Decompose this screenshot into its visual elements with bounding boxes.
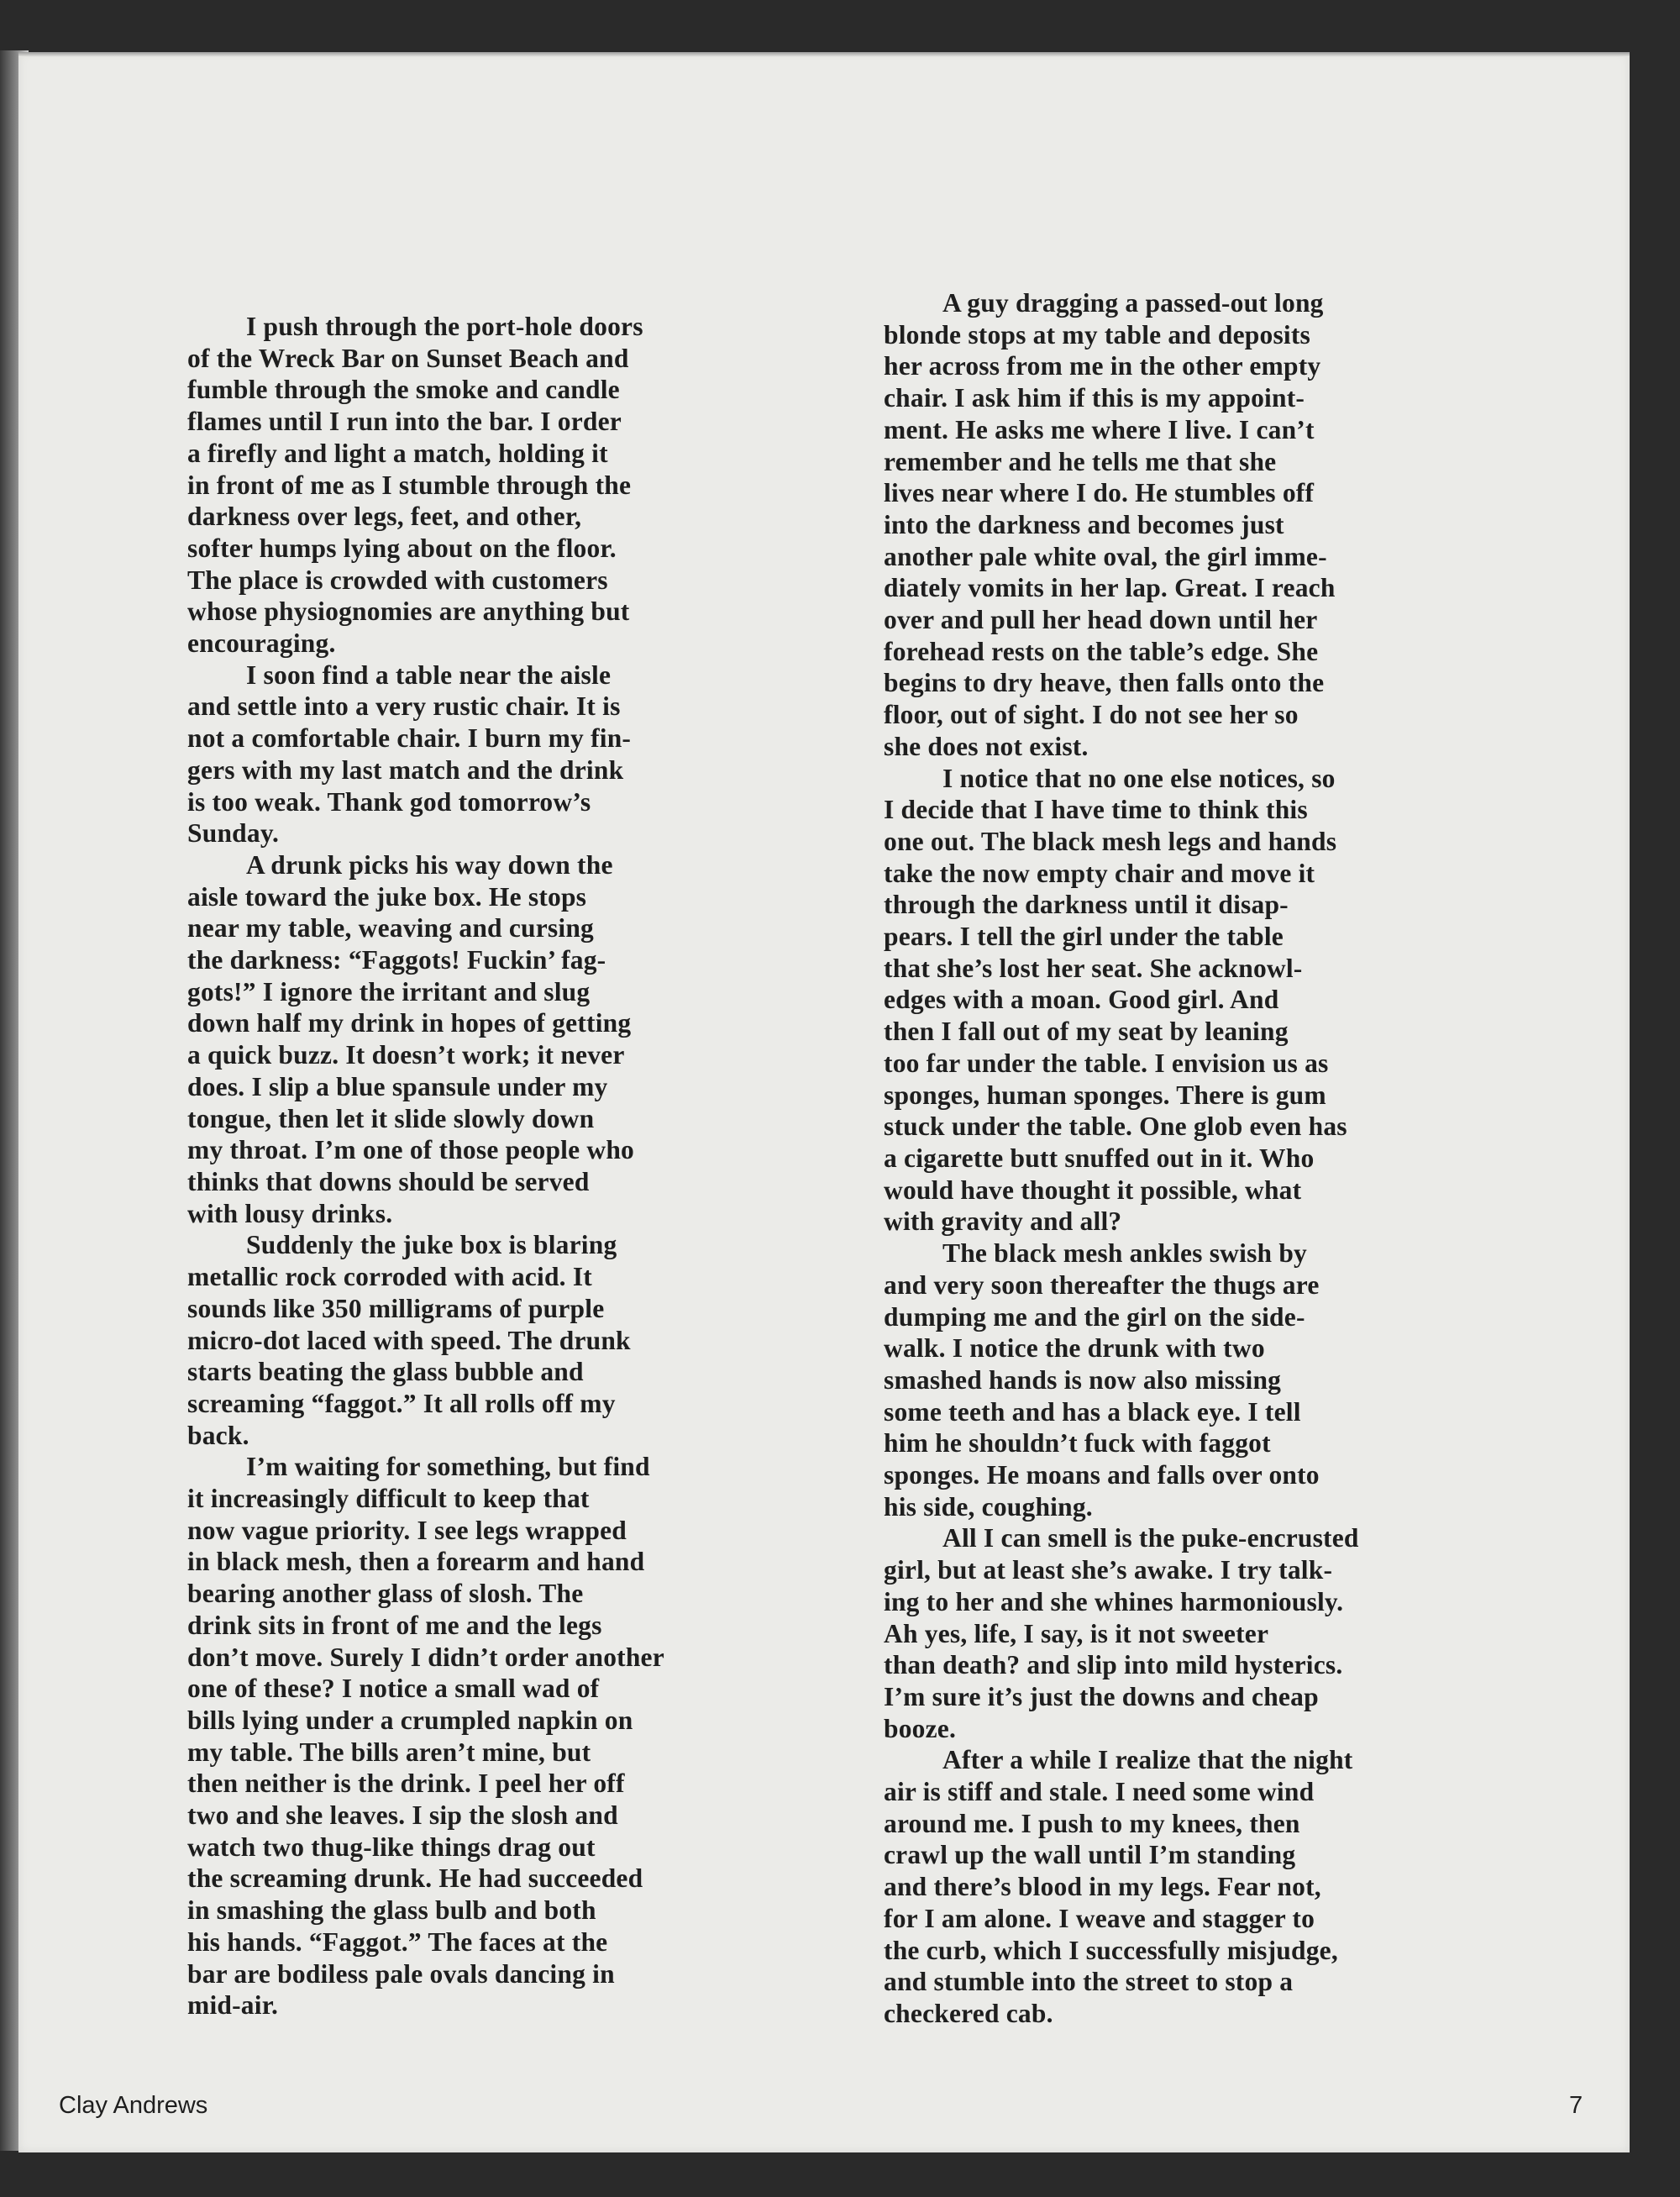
- paragraph: A guy dragging a passed-out long blonde stops at my table and deposits her across from me in the other empty chair. I ask him if this is my appoint- ment. He asks me where I live. I can’t remember and he tells me that she lives near where I do. He stumbles off into the darkness and becomes just another pale white oval, the girl imme- diately vomits in her lap. Great. I reach over and pull her head down until her forehead rests on the table’s edge. She begins to dry heave, then falls onto the floor, out of sight. I do not see her so she does not exist.: [884, 288, 1336, 761]
- paragraph: I soon find a table near the aisle and settle into a very rustic chair. It is not a comfortable chair. I burn my fin- gers with my last match and the drink is too weak. Thank god tomorrow’s Sunday.: [187, 660, 632, 849]
- paragraph: A drunk picks his way down the aisle toward the juke box. He stops near my table, weaving and cursing the darkness: “Faggots! Fuckin’ fag- gots!” I ignore the irritant and slug down half my drink in hopes of getting a quick buzz. It doesn’t work; it never does. I slip a blue spansule under my tongue, then let it slide slowly down my throat. I’m one of those people who thinks that downs should be served with lousy drinks.: [187, 849, 634, 1228]
- paragraph: I push through the port-hole doors of the Wreck Bar on Sunset Beach and fumble through the smoke and candle flames until I run into the bar. I order a firefly and light a match, holding it in front of me as I stumble through the darkness over legs, feet, and other, softer humps lying about on the floor. The place is crowded with customers whose physiognomies are anything but encouraging.: [187, 312, 643, 659]
- paragraph: All I can smell is the puke-encrusted girl, but at least she’s awake. I try talk- ing to her and she whines harmoniously. Ah yes, life, I say, is it not sweeter than death? and slip into mild hysterics. I’m sure it’s just the downs and cheap booze.: [884, 1523, 1359, 1743]
- author-credit: Clay Andrews: [59, 2092, 208, 2119]
- page-number: 7: [1569, 2092, 1583, 2119]
- page-fold-shadow: [18, 52, 1630, 57]
- paragraph: I notice that no one else notices, so I decide that I have time to think this one out. The black mesh legs and hands take the now empty chair and move it through the darkness until it disap- pears. I tell the girl under the table that she’s lost her seat. She acknowl- edges with a moan. Good girl. And then I fall out of my seat by leaning too far under the table. I envision us as sponges, human sponges. There is gum stuck under the table. One glob even has a cigarette butt snuffed out in it. Who would have thought it possible, what with gravity and all?: [884, 763, 1347, 1237]
- left-text-column: [187, 311, 817, 2021]
- paragraph: I’m waiting for something, but find it increasingly difficult to keep that now vague priority. I see legs wrapped in black mesh, then a forearm and hand bearing another glass of slosh. The drink sits in front of me and the legs don’t move. Surely I didn’t order another one of these? I notice a small wad of bills lying under a crumpled napkin on my table. The bills aren’t mine, but then neither is the drink. I peel her off two and she leaves. I sip the slosh and watch two thug-like things drag out the screaming drunk. He had succeeded in smashing the glass bulb and both his hands. “Faggot.” The faces at the bar are bodiless pale ovals dancing in mid-air.: [187, 1452, 664, 2021]
- paragraph: After a while I realize that the night air is stiff and stale. I need some wind around me. I push to my knees, then crawl up the wall until I’m standing and there’s blood in my legs. Fear not, for I am alone. I weave and stagger to the curb, which I successfully misjudge, and stumble into the street to stop a checkered cab.: [884, 1745, 1353, 2028]
- paragraph: Suddenly the juke box is blaring metallic rock corroded with acid. It sounds like 350 milligrams of purple micro-dot laced with speed. The drunk starts beating the glass bubble and screaming “faggot.” It all rolls off my back.: [187, 1230, 631, 1450]
- paragraph: The black mesh ankles swish by and very soon thereafter the thugs are dumping me and the girl on the side- walk. I notice the drunk with two smashed hands is now also missing some teeth and has a black eye. I tell him he shouldn’t fuck with faggot sponges. He moans and falls over onto his side, coughing.: [884, 1238, 1320, 1522]
- right-text-column: [884, 287, 1522, 2030]
